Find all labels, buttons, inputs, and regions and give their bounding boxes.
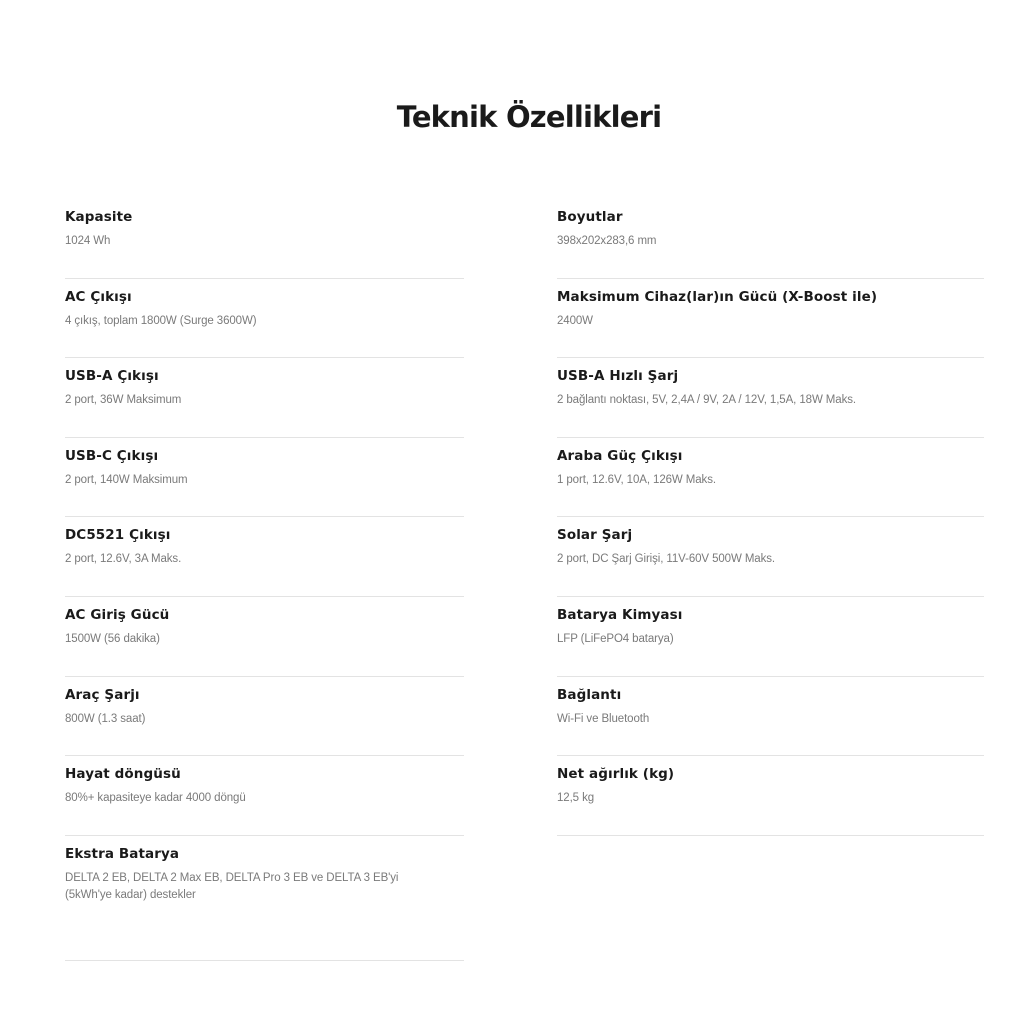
spec-item-usb-a-fast-charge	[557, 358, 984, 438]
spec-value: 2 port, DC Şarj Girişi, 11V-60V 500W Maks.	[557, 553, 775, 566]
spec-value: 12,5 kg	[557, 792, 595, 805]
spec-column-right	[557, 199, 984, 836]
spec-value: 1500W (56 dakika)	[65, 632, 160, 645]
spec-value: 1 port, 12.6V, 10A, 126W Maks.	[557, 473, 716, 486]
spec-label: Araba Güç Çıkışı	[557, 447, 683, 464]
spec-value-line: DELTA 2 EB, DELTA 2 Max EB, DELTA Pro 3 EB ve DELTA 3 EB'yi	[65, 871, 399, 884]
spec-item-car-power-output	[557, 438, 984, 518]
spec-label: DC5521 Çıkışı	[65, 527, 171, 544]
spec-label: Bağlantı	[557, 686, 622, 703]
spec-item-ac-input	[65, 597, 464, 677]
page-title: Teknik Özellikleri	[396, 100, 662, 134]
spec-label: Hayat döngüsü	[65, 766, 181, 783]
spec-label: USB-A Hızlı Şarj	[557, 368, 679, 385]
spec-item-connectivity	[557, 677, 984, 757]
spec-label: AC Çıkışı	[65, 288, 132, 305]
spec-value: LFP (LiFePO4 batarya)	[557, 632, 674, 645]
spec-label: Solar Şarj	[557, 527, 633, 544]
spec-value: 4 çıkış, toplam 1800W (Surge 3600W)	[65, 314, 257, 327]
spec-label: Boyutlar	[557, 209, 623, 225]
spec-column-left	[65, 199, 464, 961]
spec-item-solar-charging	[557, 517, 984, 597]
spec-value: 2 port, 140W Maksimum	[65, 473, 188, 486]
spec-label: USB-A Çıkışı	[65, 368, 159, 385]
spec-item-usb-a-output	[65, 358, 464, 438]
spec-label: Net ağırlık (kg)	[557, 766, 675, 783]
spec-value: 2 port, 36W Maksimum	[65, 394, 182, 407]
spec-item-extra-battery	[65, 836, 464, 961]
spec-label: Batarya Kimyası	[557, 606, 683, 623]
spec-item-capacity	[65, 199, 464, 279]
spec-item-net-weight	[557, 756, 984, 836]
spec-item-life-cycle	[65, 756, 464, 836]
spec-item-car-charging	[65, 677, 464, 757]
spec-value: 80%+ kapasiteye kadar 4000 döngü	[65, 792, 246, 805]
spec-value: 2400W	[557, 314, 593, 327]
spec-label: USB-C Çıkışı	[65, 447, 159, 464]
spec-value: 398x202x283,6 mm	[557, 235, 657, 247]
spec-value: Wi-Fi ve Bluetooth	[557, 712, 650, 725]
spec-value	[65, 870, 398, 904]
spec-item-ac-output	[65, 279, 464, 359]
spec-label: AC Giriş Gücü	[65, 606, 170, 623]
spec-item-battery-chemistry	[557, 597, 984, 677]
spec-label: Araç Şarjı	[65, 686, 140, 703]
spec-label: Kapasite	[65, 209, 133, 225]
spec-item-usb-c-output	[65, 438, 464, 518]
spec-item-dimensions	[557, 199, 984, 279]
spec-value: 800W (1.3 saat)	[65, 712, 146, 725]
spec-item-dc5521-output	[65, 517, 464, 597]
spec-value-line: (5kWh'ye kadar) destekler	[65, 888, 196, 901]
spec-item-max-device-power	[557, 279, 984, 359]
spec-label: Ekstra Batarya	[65, 845, 180, 862]
spec-value: 2 bağlantı noktası, 5V, 2,4A / 9V, 2A / 12V, 1,5A, 18W Maks.	[557, 394, 856, 407]
spec-value: 1024 Wh	[65, 235, 111, 247]
spec-label: Maksimum Cihaz(lar)ın Gücü (X-Boost ile)	[557, 288, 878, 305]
spec-value: 2 port, 12.6V, 3A Maks.	[65, 553, 182, 566]
